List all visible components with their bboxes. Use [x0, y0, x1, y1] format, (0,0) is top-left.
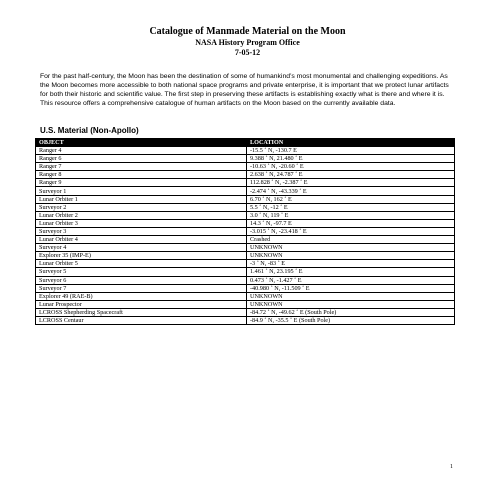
- location-cell: 112.828 ˚ N, -2.387 ˚ E: [247, 179, 455, 187]
- location-cell: 14.3 ˚ N, -97.7 E: [247, 219, 455, 227]
- table-row: [36, 155, 455, 163]
- object-cell: Ranger 8: [36, 171, 247, 179]
- object-cell: Lunar Orbiter 3: [36, 219, 247, 227]
- object-cell: Surveyor 3: [36, 227, 247, 235]
- table-row: [36, 147, 455, 155]
- column-header-location: LOCATION: [247, 139, 455, 147]
- table-row: [36, 179, 455, 187]
- object-cell: Lunar Orbiter 5: [36, 260, 247, 268]
- table-header-row: [36, 139, 455, 147]
- document-office: NASA History Program Office: [195, 38, 300, 47]
- page-number: 1: [450, 464, 453, 470]
- location-cell: -15.5 ˚ N, -130.7 E: [247, 147, 455, 155]
- table-row: [36, 292, 455, 300]
- object-cell: Surveyor 7: [36, 284, 247, 292]
- table-row: [36, 171, 455, 179]
- location-cell: UNKNOWN: [247, 252, 455, 260]
- table-row: [36, 227, 455, 235]
- object-cell: Ranger 9: [36, 179, 247, 187]
- object-cell: Ranger 6: [36, 155, 247, 163]
- table-row: [36, 284, 455, 292]
- table-row: [36, 236, 455, 244]
- location-cell: 3.0 ˚ N, 119 ˚ E: [247, 211, 455, 219]
- object-cell: Lunar Orbiter 4: [36, 236, 247, 244]
- object-cell: Lunar Prospector: [36, 300, 247, 308]
- table-row: [36, 268, 455, 276]
- location-cell: -3 ˚ N, -83 ˚ E: [247, 260, 455, 268]
- object-cell: LCROSS Shepherding Spacecraft: [36, 308, 247, 316]
- location-cell: 1.461 ˚ N, 23.195 ˚ E: [247, 268, 455, 276]
- object-cell: Explorer 35 (IMP-E): [36, 252, 247, 260]
- table-row: [36, 219, 455, 227]
- location-cell: -3.015 ˚ N, -23.418 ˚ E: [247, 227, 455, 235]
- column-header-object: OBJECT: [36, 139, 247, 147]
- object-cell: Ranger 4: [36, 147, 247, 155]
- location-cell: UNKNOWN: [247, 300, 455, 308]
- table-row: [36, 211, 455, 219]
- location-cell: 6.70 ˚ N, 162 ˚ E: [247, 195, 455, 203]
- location-cell: -2.474 ˚ N, -43.339 ˚ E: [247, 187, 455, 195]
- intro-paragraph: For the past half-century, the Moon has been the destination of some of humankind’s most monumental and challenging expeditions. As the Moon becomes more accessible to both national space programs and private enterprise, it is important that we protect lunar artifacts for both their historic and scientific value. The first step in preserving these artifacts is establishing exactly what is there and where it is. This resource offers a comprehensive catalogue of human artifacts on the Moon based on the currently available data.: [40, 73, 449, 107]
- table-row: [36, 252, 455, 260]
- table-row: [36, 260, 455, 268]
- section-heading: U.S. Material (Non-Apollo): [40, 126, 139, 135]
- object-cell: Surveyor 6: [36, 276, 247, 284]
- table-row: [36, 300, 455, 308]
- table-row: [36, 187, 455, 195]
- table-row: [36, 203, 455, 211]
- location-cell: -10.63 ˚ N, -20.60 ˚ E: [247, 163, 455, 171]
- object-cell: Lunar Orbiter 2: [36, 211, 247, 219]
- object-cell: Surveyor 4: [36, 244, 247, 252]
- location-cell: -84.72 ˚ N, -49.62 ˚ E (South Pole): [247, 308, 455, 316]
- location-cell: 5.5 ˚ N, -12 ˚ E: [247, 203, 455, 211]
- object-cell: Surveyor 2: [36, 203, 247, 211]
- object-cell: Surveyor 1: [36, 187, 247, 195]
- location-cell: Crashed: [247, 236, 455, 244]
- table-row: [36, 276, 455, 284]
- table-row: [36, 163, 455, 171]
- object-cell: LCROSS Centaur: [36, 316, 247, 324]
- location-cell: -40.980 ˚ N, -11.509 ˚ E: [247, 284, 455, 292]
- table-row: [36, 316, 455, 324]
- location-cell: -84.9 ˚ N, -35.5 ˚ E (South Pole): [247, 316, 455, 324]
- location-cell: 2.638 ˚ N, 24.787 ˚ E: [247, 171, 455, 179]
- location-cell: UNKNOWN: [247, 244, 455, 252]
- document-date: 7-05-12: [234, 48, 261, 57]
- object-cell: Ranger 7: [36, 163, 247, 171]
- table-body: [36, 147, 455, 325]
- object-cell: Lunar Orbiter 1: [36, 195, 247, 203]
- location-cell: 9.388 ˚ N, 21.480 ˚ E: [247, 155, 455, 163]
- artifact-table: [35, 138, 455, 325]
- document-title: Catalogue of Manmade Material on the Moon: [149, 26, 346, 37]
- location-cell: UNKNOWN: [247, 292, 455, 300]
- object-cell: Surveyor 5: [36, 268, 247, 276]
- table-row: [36, 244, 455, 252]
- table-row: [36, 308, 455, 316]
- object-cell: Explorer 49 (RAE-B): [36, 292, 247, 300]
- table-row: [36, 195, 455, 203]
- location-cell: 0.473 ˚ N, -1.427 ˚ E: [247, 276, 455, 284]
